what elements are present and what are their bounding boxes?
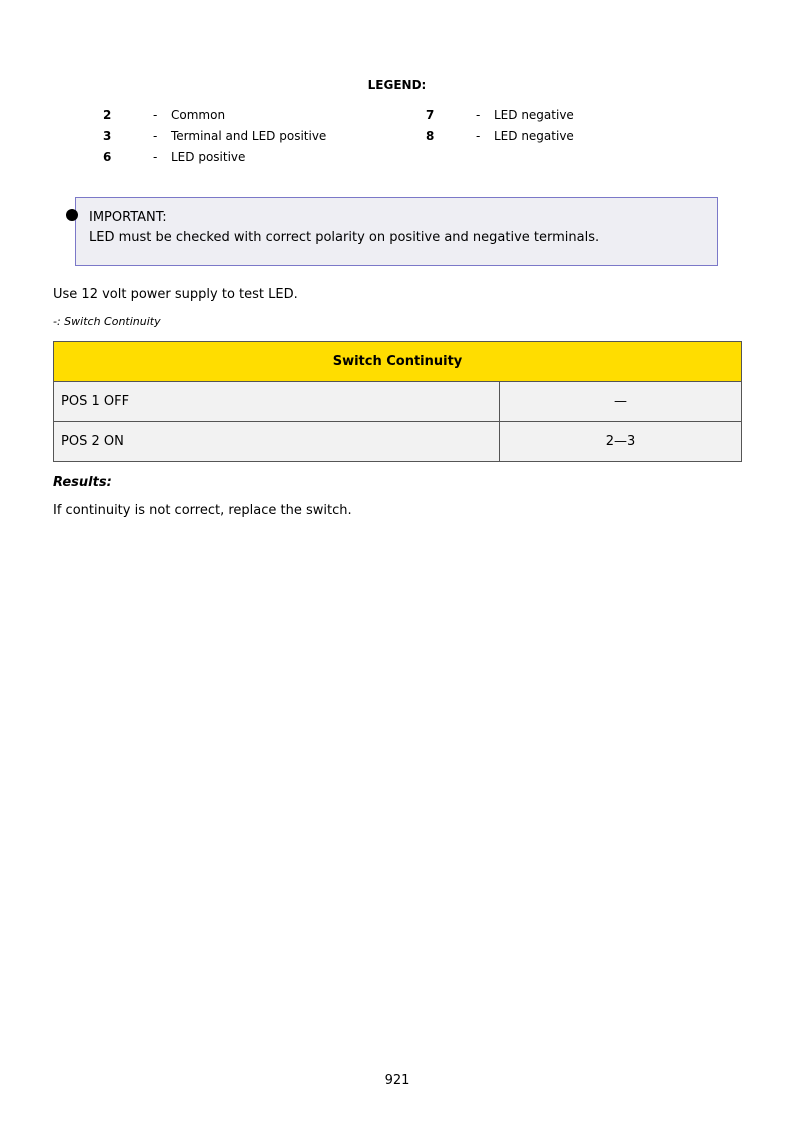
legend-label: Terminal and LED positive	[171, 129, 327, 143]
legend-number: 6	[103, 150, 112, 164]
table-row	[54, 382, 742, 422]
legend-dash: -	[153, 150, 158, 164]
legend-dash: -	[476, 108, 481, 122]
table-caption: -: Switch Continuity	[53, 315, 161, 328]
results-text: If continuity is not correct, replace the switch.	[53, 503, 352, 518]
important-text: LED must be checked with correct polarity on positive and negative terminals.	[89, 230, 600, 245]
legend-title: LEGEND:	[367, 78, 427, 92]
legend-label: Common	[171, 108, 226, 122]
legend-dash: -	[153, 129, 158, 143]
legend-label: LED positive	[171, 150, 246, 164]
legend-label: LED negative	[494, 108, 574, 122]
important-notice	[75, 197, 718, 266]
bullet-icon	[66, 209, 78, 221]
legend-number: 8	[426, 129, 435, 143]
position-cell: POS 1 OFF	[54, 382, 500, 422]
legend-number: 7	[426, 108, 435, 122]
legend-dash: -	[476, 129, 481, 143]
legend-label: LED negative	[494, 129, 574, 143]
position-cell: POS 2 ON	[54, 422, 500, 462]
table-row	[54, 422, 742, 462]
switch-continuity-table	[53, 341, 742, 462]
continuity-cell: 2—3	[500, 422, 742, 462]
important-title: IMPORTANT:	[89, 210, 167, 225]
table-header: Switch Continuity	[54, 342, 742, 382]
table-header-row	[54, 342, 742, 382]
page-number: 921	[384, 1073, 410, 1088]
legend-number: 2	[103, 108, 112, 122]
legend-number: 3	[103, 129, 112, 143]
instruction-text: Use 12 volt power supply to test LED.	[53, 287, 298, 302]
legend-dash: -	[153, 108, 158, 122]
continuity-cell: —	[500, 382, 742, 422]
results-heading: Results:	[53, 475, 112, 490]
